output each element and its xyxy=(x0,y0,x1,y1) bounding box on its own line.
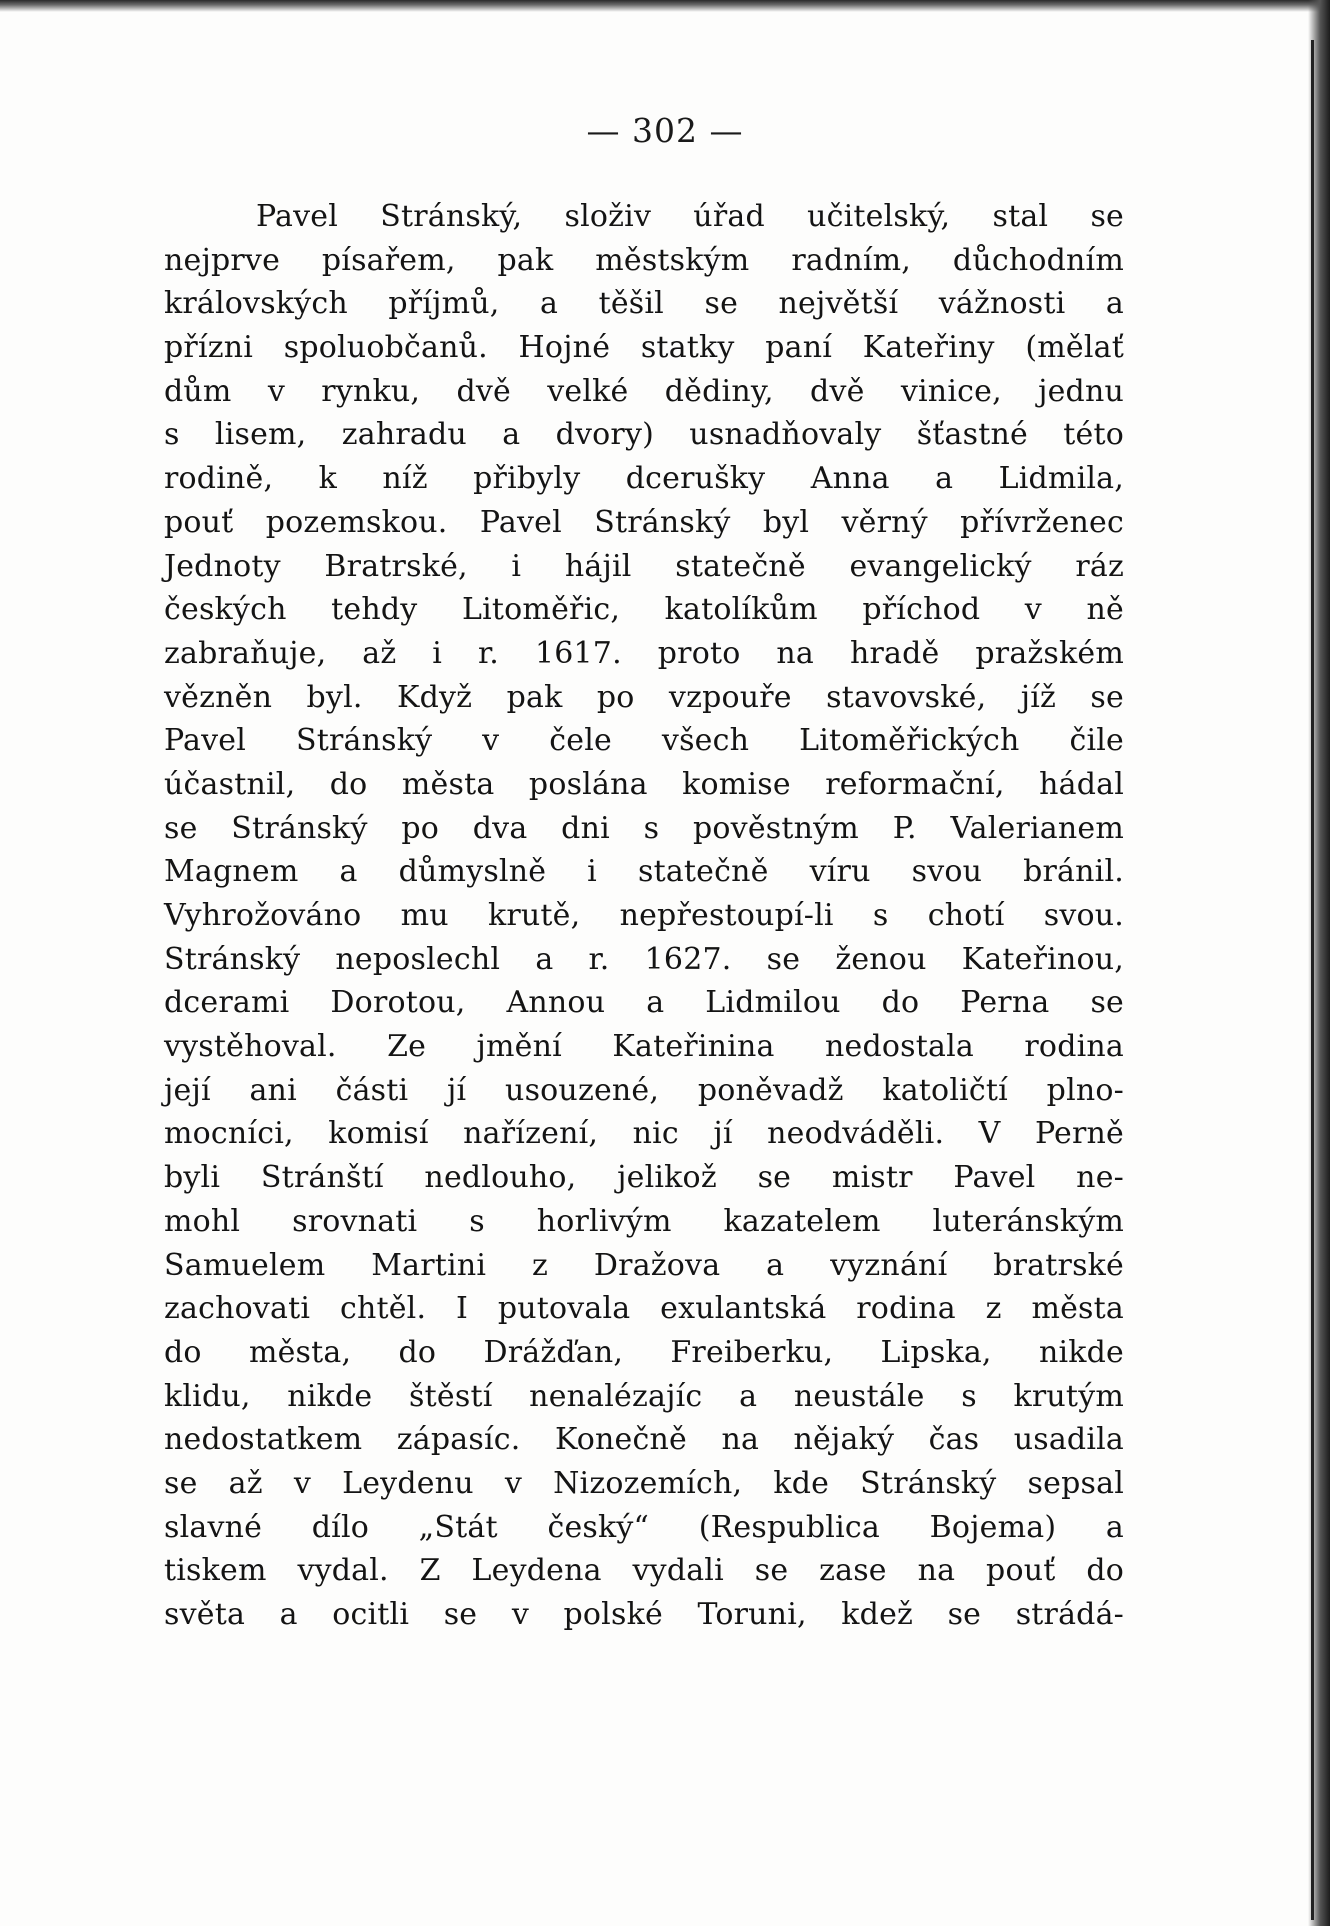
text-line: Samuelem Martini z Dražova a vyznání bratrské xyxy=(164,1247,1124,1283)
text-line: Stránský neposlechl a r. 1627. se ženou Kateřinou, xyxy=(164,941,1124,977)
text-line: Pavel Stránský, složiv úřad učitelský, stal se xyxy=(256,199,1124,234)
text-line: dům v rynku, dvě velké dědiny, dvě vinice, jednu xyxy=(164,373,1124,409)
text-line: Jednoty Bratrské, i hájil statečně evangelický ráz xyxy=(164,548,1124,584)
text-line: přízni spoluobčanů. Hojné statky paní Kateřiny (mělať xyxy=(164,330,1124,366)
text-line: účastnil, do města poslána komise reformační, hádal xyxy=(164,766,1124,802)
text-line: Magnem a důmyslně i statečně víru svou bránil. xyxy=(164,854,1124,890)
text-line: českých tehdy Litoměřic, katolíkům příchod v ně xyxy=(164,592,1124,628)
text-line: klidu, nikde štěstí nenalézajíc a neustále s krutým xyxy=(164,1378,1124,1414)
text-line: její ani části jí usouzené, poněvadž katoličtí plno- xyxy=(164,1072,1124,1108)
text-line: vězněn byl. Když pak po vzpouře stavovské, jíž se xyxy=(164,679,1124,715)
body-text xyxy=(164,195,1124,1637)
text-line: světa a ocitli se v polské Toruni, kdež se strádá- xyxy=(164,1597,1124,1632)
text-line: královských příjmů, a těšil se největší vážnosti a xyxy=(164,286,1124,322)
text-line: s lisem, zahradu a dvory) usnadňovaly šťastné této xyxy=(164,417,1124,453)
scan-binding-line xyxy=(1311,40,1314,1920)
text-line: mocníci, komisí nařízení, nic jí neodváděli. V Perně xyxy=(164,1116,1124,1152)
text-line: pouť pozemskou. Pavel Stránský byl věrný přívrženec xyxy=(164,504,1124,540)
text-line: zachovati chtěl. I putovala exulantská rodina z města xyxy=(164,1291,1124,1327)
text-line: nedostatkem zápasíc. Konečně na nějaký čas usadila xyxy=(164,1422,1124,1458)
text-line: mohl srovnati s horlivým kazatelem luteránským xyxy=(164,1203,1124,1239)
text-line: se až v Leydenu v Nizozemích, kde Stránský sepsal xyxy=(164,1465,1124,1501)
text-line: se Stránský po dva dni s pověstným P. Valerianem xyxy=(164,810,1124,846)
text-line: do města, do Drážďan, Freiberku, Lipska, nikde xyxy=(164,1334,1124,1370)
text-line: dcerami Dorotou, Annou a Lidmilou do Perna se xyxy=(164,985,1124,1021)
text-line: zabraňuje, až i r. 1617. proto na hradě pražském xyxy=(164,635,1124,671)
text-line: nejprve písařem, pak městským radním, důchodním xyxy=(164,242,1124,278)
text-line: byli Stránští nedlouho, jelikož se mistr Pavel ne- xyxy=(164,1160,1124,1196)
text-line: Pavel Stránský v čele všech Litoměřických čile xyxy=(164,723,1124,759)
scan-top-edge xyxy=(0,0,1330,12)
page-number: — 302 — xyxy=(586,111,744,150)
text-line: vystěhoval. Ze jmění Kateřinina nedostala rodina xyxy=(164,1029,1124,1065)
text-line: rodině, k níž přibyly dcerušky Anna a Lidmila, xyxy=(164,461,1124,497)
text-line: slavné dílo „Stát český“ (Respublica Bojema) a xyxy=(164,1509,1124,1545)
text-line: Vyhrožováno mu krutě, nepřestoupí-li s chotí svou. xyxy=(164,898,1124,933)
text-line: tiskem vydal. Z Leydena vydali se zase na pouť do xyxy=(164,1553,1124,1589)
